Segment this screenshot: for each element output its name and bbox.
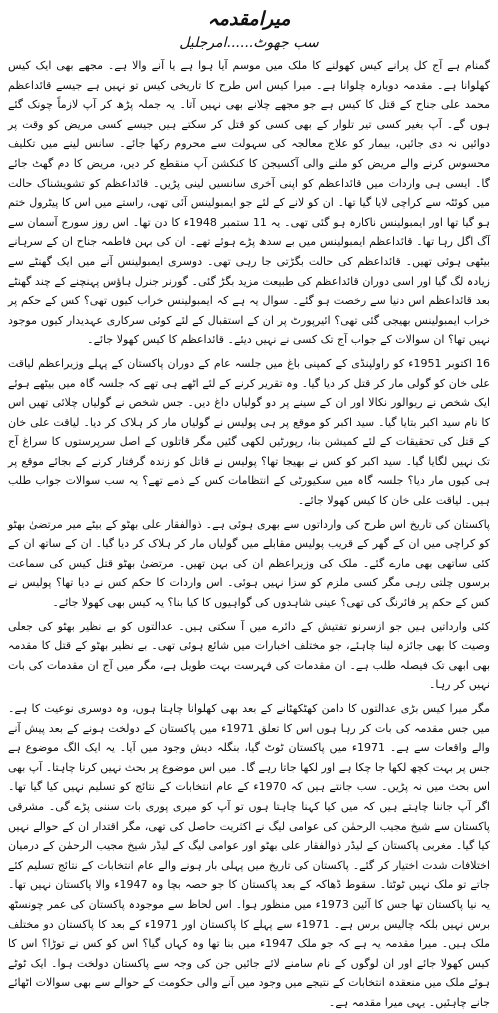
article-paragraph: 16 اکتوبر 1951ء کو راولپنڈی کے کمپنی باغ میں جلسہ عام کے دوران پاکستان کے پہلے وزیراعظم لیاقت علی خان کو گولی مار کر قتل کر دیا گیا۔ وہ تقریر کرنے کے لئے اٹھے ہی تھے کہ جلسہ گاہ میں بیٹھے ہوئے ایک شخص نے ریوالور نکالا اور ان کے سینے پر دو گولیاں داغ دیں۔ جس شخص نے گولیاں چلائی تھیں اس کا نام سید اکبر بتایا گیا۔ سید اکبر کو موقع پر ہی پولیس نے گولیاں مار کر ہلاک کر دیا۔ لیاقت علی خان کے قتل کی تحقیقات کے لئے کمیشن بنا، رپورٹیں لکھی گئیں مگر قاتلوں کے اصل سرپرستوں کا سراغ آج تک نہیں لگایا گیا۔ سید اکبر کو کس نے بھیجا تھا؟ پولیس نے قاتل کو زندہ گرفتار کرنے کے بجائے موقع پر ہی کیوں مار دیا؟ جلسہ گاہ میں سکیورٹی کے انتظامات کس کے ذمے تھے؟ یہ سب سوالات جواب طلب ہیں۔ لیاقت علی خان کا کیس کھولا جائے۔: [8, 356, 490, 508]
article-byline: سب جھوٹ......امرجلیل: [179, 35, 319, 51]
article-paragraph: پاکستان کی تاریخ اس طرح کی وارداتوں سے بھری ہوئی ہے۔ ذوالفقار علی بھٹو کے بیٹے میر مرتضیٰ بھٹو کو کراچی میں ان کے گھر کے قریب پولیس مقابلے میں گولیاں مار کر ہلاک کر دیا گیا۔ ان کے ساتھ ان کے کئی ساتھی بھی مارے گئے۔ ملک کی وزیراعظم ان کی بہن تھیں۔ مرتضیٰ بھٹو قتل کیس کی سماعت برسوں چلتی رہی مگر کسی ملزم کو سزا نہیں ہوئی۔ اس واردات کا حکم کس نے دیا تھا؟ پولیس نے کس کے حکم پر فائرنگ کی تھی؟ عینی شاہدوں کی گواہیوں کا کیا بنا؟ یہ کیس بھی کھولا جائے۔: [8, 517, 490, 610]
article-title: میرامقدمہ: [207, 8, 291, 30]
article-paragraph: کئی وارداتیں ہیں جو ازسرنو تفتیش کے دائرے میں آ سکتی ہیں۔ عدالتوں کو بے نظیر بھٹو کی جعلی وصیت کا بھی جائزہ لینا چاہئے، جو مختلف اخبارات میں شائع ہوئی تھی۔ بے نظیر بھٹو کے قتل کا مقدمہ بھی ابھی تک فیصلہ طلب ہے۔ ان مقدمات کی فہرست بہت طویل ہے، مگر میں آج ان مقدمات کی بات نہیں کر رہا۔: [8, 619, 490, 692]
article-paragraph: گمنام ہے آج کل پرانے کیس کھولنے کا ملک میں موسم آیا ہوا ہے یا آنے والا ہے۔ مجھے بھی ایک کیس کھلوانا ہے۔ مقدمہ دوبارہ چلوانا ہے۔ میرا کیس اس طرح کا تاریخی کیس تو نہیں ہے جیسے قائداعظم محمد علی جناح کے قتل کا کیس ہے جو مجھے چلانے بھی نہیں آتا۔ یہ جملہ پڑھ کر آپ لازماً چونک گئے ہوں گے۔ آپ بغیر کسی تیر تلوار کے بھی کسی کو قتل کر سکتے ہیں جیسے کسی مریض کو وقت پر دوائیں نہ دی جائیں، بیمار کو علاج معالجہ کی سہولت سے محروم رکھا جائے۔ سانس لینے میں تکلیف محسوس کرنے والے مریض کو ملنے والی آکسیجن کا کنکشن آپ منقطع کر دیں، مریض کا دم گھٹ جائے گا۔ ایسی ہی واردات میں قائداعظم کو اپنی آخری سانسیں لینی پڑیں۔ قائداعظم کو تشویشناک حالت میں کوئٹہ سے کراچی لایا گیا تھا۔ ان کو لانے کے لئے جو ایمبولینس آئی تھی، راستے میں اس کا پیٹرول ختم ہو گیا تھا اور ایمبولینس ناکارہ ہو گئی تھی۔ یہ 11 ستمبر 1948ء کا دن تھا۔ اس روز سورج آسمان سے آگ اگل رہا تھا۔ قائداعظم ایمبولینس میں بے سدھ پڑے ہوئے تھے۔ ان کی بہن فاطمہ جناح ان کے سرہانے بیٹھی ہوئی تھیں۔ قائداعظم کی حالت بگڑتی جا رہی تھی۔ دوسری ایمبولینس آنے میں ایک گھنٹے سے زیادہ لگ گیا اور اسی دوران قائداعظم کی طبیعت مزید بگڑ گئی۔ گورنر جنرل ہاؤس پہنچنے کے چند گھنٹے بعد قائداعظم اس دنیا سے رخصت ہو گئے۔ سوال یہ ہے کہ ایمبولینس خراب کیوں تھی؟ کس کے حکم پر خراب ایمبولینس بھیجی گئی تھی؟ ائیرپورٹ پر ان کے استقبال کے لئے کوئی سرکاری عہدیدار کیوں موجود نہیں تھا؟ ان سوالات کے جواب آج تک کسی نے نہیں دیئے۔ قائداعظم کا کیس کھولا جائے۔: [8, 59, 490, 347]
article-paragraph: مگر میرا کیس بڑی عدالتوں کا دامن کھٹکھٹانے کے بعد بھی کھلوانا چاہتا ہوں، وہ دوسری نوعیت کا ہے۔ میں جس مقدمہ کی بات کر رہا ہوں اس کا تعلق 1971ء میں پاکستان کے دولخت ہونے کے بعد پیش آنے والے واقعات سے ہے۔ 1971ء میں پاکستان ٹوٹ گیا، بنگلہ دیش وجود میں آیا۔ یہ ایک الگ موضوع ہے جس پر بہت کچھ لکھا جا چکا ہے اور لکھا جاتا رہے گا۔ میں اس موضوع پر بحث نہیں کرنا چاہتا۔ آپ بھی اس بحث میں نہ پڑیں۔ سب جانتے ہیں کہ 1970ء کے عام انتخابات کے نتائج کو تسلیم نہیں کیا گیا تھا۔ اگر آپ جاننا چاہتے ہیں کہ میں کیا کہنا چاہتا ہوں تو آپ کو میری پوری بات سننی پڑے گی۔ مشرقی پاکستان سے شیخ مجیب الرحمٰن کی عوامی لیگ نے اکثریت حاصل کی تھی، مگر اقتدار ان کے حوالے نہیں کیا گیا۔ مغربی پاکستان کے لیڈر ذوالفقار علی بھٹو اور عوامی لیگ کے لیڈر شیخ مجیب الرحمٰن کے درمیان اختلافات شدت اختیار کر گئے۔ پاکستان کی تاریخ میں پہلی بار ہونے والے عام انتخابات کے نتائج تسلیم کئے جاتے تو ملک نہیں ٹوٹتا۔ سقوط ڈھاکہ کے بعد پاکستان کا جو حصہ بچا وہ 1947ء والا پاکستان نہیں تھا۔ یہ نیا پاکستان تھا جس کا آئین 1973ء میں منظور ہوا۔ اس لحاظ سے موجودہ پاکستان کی عمر چونسٹھ برس نہیں بلکہ چالیس برس ہے۔ 1971ء سے پہلے کا پاکستان اور 1971ء کے بعد کا پاکستان دو مختلف ملک ہیں۔ میرا مقدمہ یہ ہے کہ جو ملک 1947ء میں بنا تھا وہ کہاں گیا؟ اس کو کس نے توڑا؟ اس کا کیس کھولا جائے اور ان لوگوں کے نام سامنے لائے جائیں جن کی وجہ سے پاکستان دولخت ہوا۔ ایک ٹوٹے ہوئے ملک میں منعقدہ انتخابات کے نتیجے میں وجود میں آنے والی حکومت کے حوالے سے بھی سوالات اٹھائے جانے چاہئیں۔ یہی میرا مقدمہ ہے۔: [8, 702, 491, 1009]
